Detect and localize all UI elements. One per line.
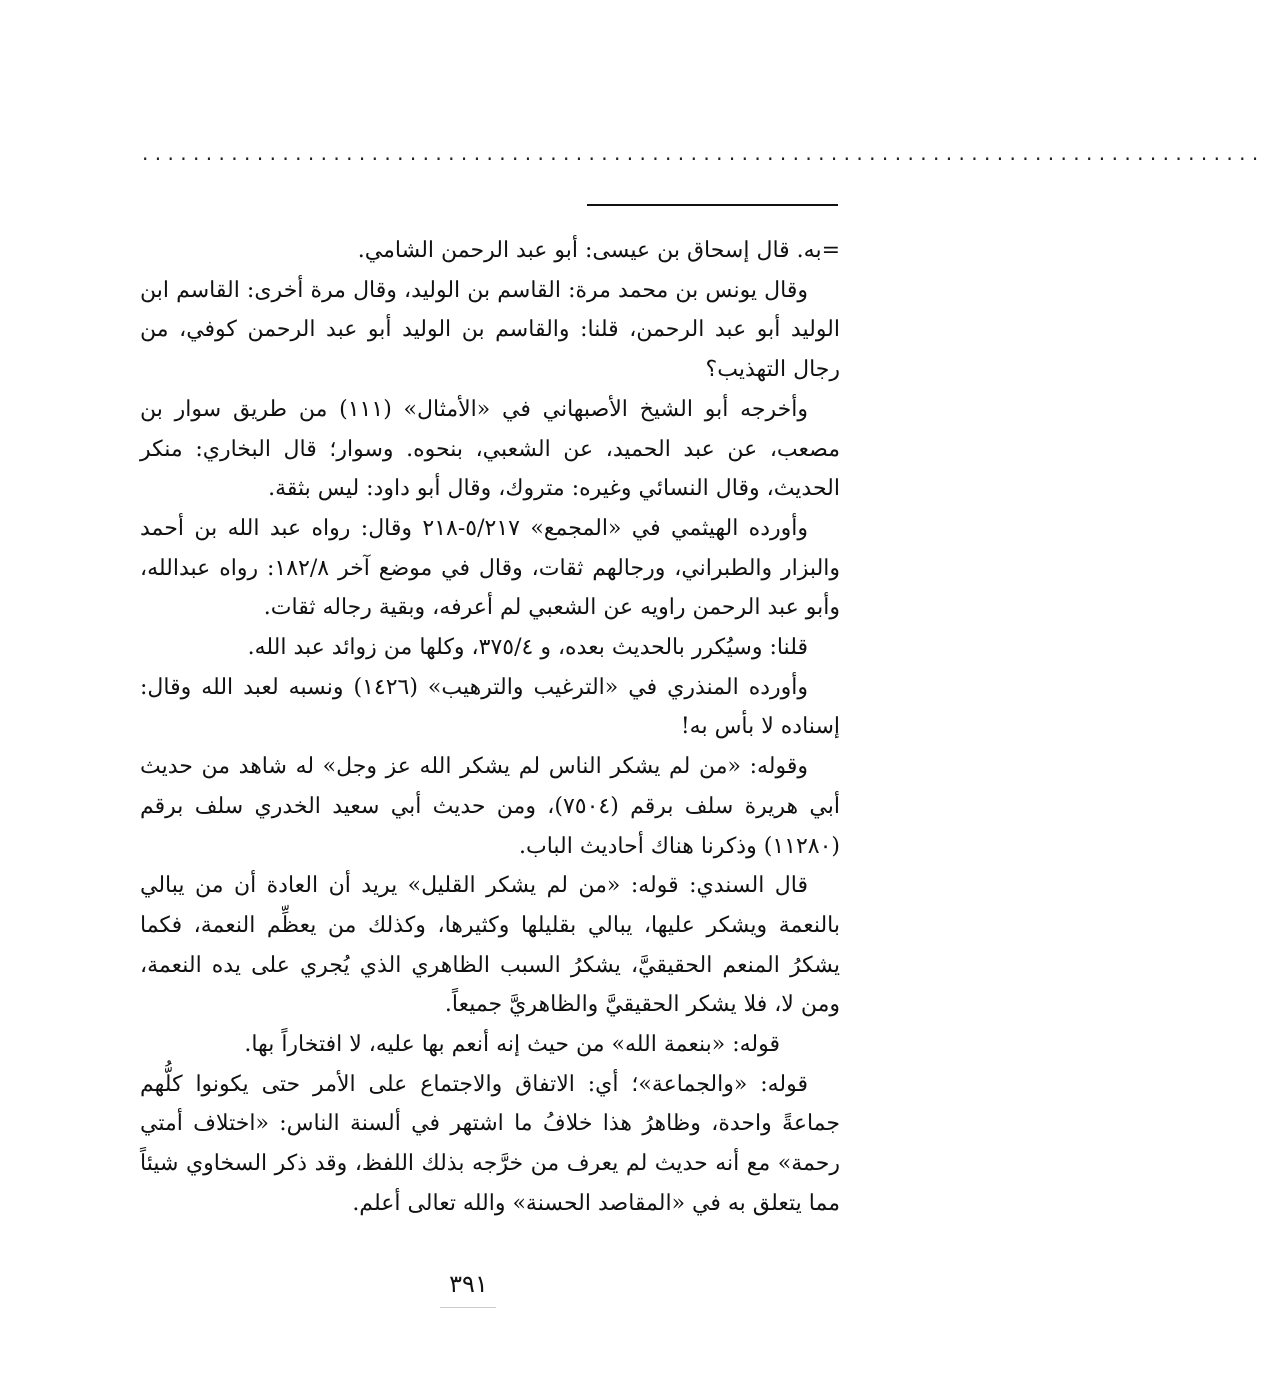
paragraph-nimat-allah: قوله: «بنعمة الله» من حيث إنه أنعم بها عليه، لا افتخاراً بها.	[244, 1032, 780, 1058]
paragraph-jamaah: قوله: «والجماعة»؛ أي: الاتفاق والاجتماع على الأمر حتى يكونوا كلُّهم جماعةً واحدة، وظاهرُ هذا خلافُ ما اشتهر في ألسنة الناس: «اختلاف أمتي رحمة» مع أنه حديث لم يعرف من خرَّجه بذلك اللفظ، وقد ذكر السخاوي شيئاً مما يتعلق به في «المقاصد الحسنة» والله تعالى أعلم.	[140, 1071, 840, 1216]
paragraph-qulna: قلنا: وسيُكرر بالحديث بعده، و ٣٧٥/٤، وكلها من زوائد عبد الله.	[247, 635, 808, 661]
paragraph-sindi: قال السندي: قوله: «من لم يشكر القليل» يريد أن العادة أن من يبالي بالنعمة ويشكر عليها، يبالي بقليلها وكثيرها، وكذلك من يعظِّم النعمة، فكما يشكرُ المنعم الحقيقيَّ، يشكرُ السبب الظاهري الذي يُجري على يده النعمة، ومن لا، فلا يشكر الحقيقيَّ والظاهريَّ جميعاً.	[140, 873, 840, 1018]
page-number: ٣٩١	[449, 1270, 488, 1298]
footnote-rule	[587, 204, 838, 206]
paragraph-qawluhu: وقوله: «من لم يشكر الناس لم يشكر الله عز وجل» له شاهد من حديث أبي هريرة سلف برقم (٧٥٠٤)، ومن حديث أبي سعيد الخدري سلف برقم (١١٢٨٠) وذكرنا هناك أحاديث الباب.	[140, 754, 840, 859]
paragraph-yunus: وقال يونس بن محمد مرة: القاسم بن الوليد، وقال مرة أخرى: القاسم ابن الوليد أبو عبد الرحمن، قلنا: والقاسم بن الوليد أبو عبد الرحمن كوفي، من رجال التهذيب؟	[140, 277, 840, 383]
separator-dots: ........................................................................................	[142, 141, 1265, 165]
paragraph-continuation: =به. قال إسحاق بن عيسى: أبو عبد الرحمن الشامي.	[357, 238, 840, 263]
bottom-mark	[440, 1307, 496, 1308]
paragraph-haythami: وأورده الهيثمي في «المجمع» ٥/٢١٧-٢١٨ وقال: رواه عبد الله بن أحمد والبزار والطبراني، ورجالهم ثقات، وقال في موضع آخر ١٨٢/٨: رواه عبدالله، وأبو عبد الرحمن راويه عن الشعبي لم أعرفه، وبقية رجاله ثقات.	[140, 515, 841, 621]
footnote-text	[140, 231, 840, 1224]
paragraph-asbahani: وأخرجه أبو الشيخ الأصبهاني في «الأمثال» (١١١) من طريق سوار بن مصعب، عن عبد الحميد، عن الشعبي، بنحوه. وسوار؛ قال البخاري: منكر الحديث، وقال النسائي وغيره: متروك، وقال أبو داود: ليس بثقة.	[140, 396, 840, 502]
paragraph-mundhiri: وأورده المنذري في «الترغيب والترهيب» (١٤٢٦) ونسبه لعبد الله وقال: إسناده لا بأس به!	[140, 674, 840, 740]
